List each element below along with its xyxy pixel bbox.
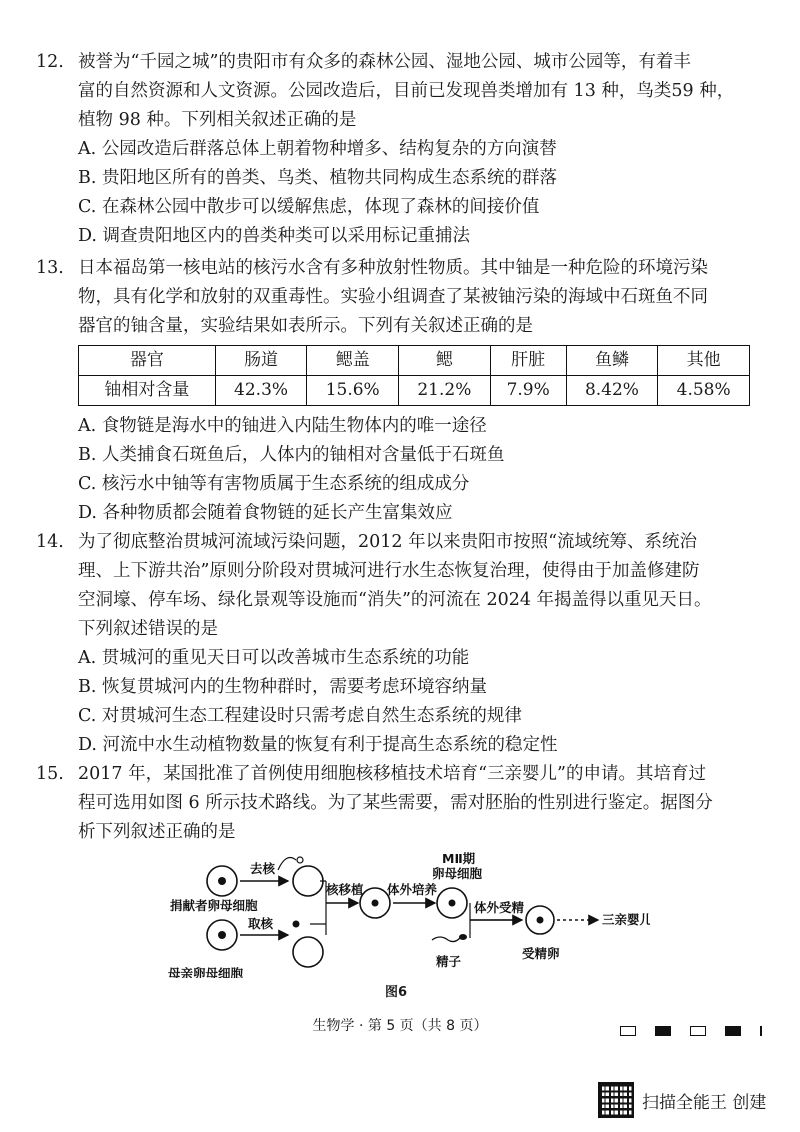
scanner-text: 扫描全能王 创建 <box>642 1092 767 1113</box>
option-b: B. 贵阳地区所有的兽类、鸟类、植物共同构成生态系统的群落 <box>78 168 557 188</box>
scanner-watermark <box>598 1082 766 1118</box>
option-c: C. 核污水中铀等有害物质属于生态系统的组成成分 <box>78 474 470 494</box>
option-c: C. 在森林公园中散步可以缓解焦虑，体现了森林的间接价值 <box>78 197 540 217</box>
enucleated-egg <box>293 866 323 896</box>
mother-cytoplasm <box>293 937 323 967</box>
option-a: A. 食物链是海水中的铀进入内陆生物体内的唯一途径 <box>78 416 487 436</box>
mother-egg-cell <box>207 920 237 950</box>
table-cell: 鳃 <box>399 346 491 376</box>
question-stem-line: 器官的铀含量，实验结果如表所示。下列有关叙述正确的是 <box>78 316 533 336</box>
take-nucleus-label: 取核 <box>248 916 274 931</box>
nuclear-transfer-label: 核移植 <box>326 882 364 897</box>
question-stem-line: 被誉为“千园之城”的贵阳市有众多的森林公园、湿地公园、城市公园等，有着丰 <box>78 52 691 72</box>
table-cell: 4.58% <box>658 376 750 406</box>
taken-nucleus <box>293 921 300 928</box>
question-stem-line: 日本福岛第一核电站的核污水含有多种放射性物质。其中铀是一种危险的环境污染 <box>78 258 708 278</box>
option-a: A. 贯城河的重见天日可以改善城市生态系统的功能 <box>78 648 470 668</box>
option-c: C. 对贯城河生态工程建设时只需考虑自然生态系统的规律 <box>78 706 522 726</box>
scan-marks <box>620 1020 762 1039</box>
page-footer: 生物学 · 第 5 页（共 8 页） <box>312 1018 488 1034</box>
question-stem-line: 理、上下游共治”原则分阶段对贯城河进行水生态恢复治理，使得由于加盖修建防 <box>78 561 700 581</box>
question-number: 14. <box>36 532 64 552</box>
option-b: B. 人类捕食石斑鱼后，人体内的铀相对含量低于石斑鱼 <box>78 445 505 465</box>
mother-egg-label: 母亲卵母细胞 <box>168 966 244 978</box>
question-number: 12. <box>36 52 64 72</box>
table-cell: 7.9% <box>490 376 566 406</box>
question-stem-line: 下列叙述错误的是 <box>78 619 218 639</box>
question-stem-line: 植物 98 种。下列相关叙述正确的是 <box>78 110 357 130</box>
in-vitro-culture-label: 体外培养 <box>387 882 438 897</box>
table-cell: 21.2% <box>399 376 491 406</box>
table-cell: 42.3% <box>215 376 307 406</box>
mii-stage-label: MⅡ期 <box>442 851 476 866</box>
oocyte-label: 卵母细胞 <box>432 866 483 881</box>
reconstructed-egg <box>360 888 390 918</box>
donor-egg-cell <box>207 866 237 896</box>
option-d: D. 河流中水生动植物数量的恢复有利于提高生态系统的稳定性 <box>78 735 558 755</box>
mii-oocyte <box>437 888 467 918</box>
question-stem-line: 空洞壕、停车场、绿化景观等设施而“消失”的河流在 2024 年揭盖得以重见天日。 <box>78 590 712 610</box>
table-cell: 鱼鳞 <box>566 346 658 376</box>
solid-mark <box>655 1026 671 1036</box>
merge-bracket <box>310 881 326 935</box>
table-cell: 鳃盖 <box>307 346 399 376</box>
fertilization-label: 体外受精 <box>474 900 525 915</box>
sperm-label: 精子 <box>436 954 462 969</box>
table-cell: 肠道 <box>215 346 307 376</box>
question-number: 15. <box>36 764 64 784</box>
donor-egg-label: 捐献者卵母细胞 <box>170 898 258 913</box>
question-stem-line: 析下列叙述正确的是 <box>78 822 236 842</box>
hollow-mark <box>620 1026 636 1036</box>
option-d: D. 调查贵阳地区内的兽类种类可以采用标记重捕法 <box>78 226 471 246</box>
table-cell: 其他 <box>658 346 750 376</box>
question-stem-line: 为了彻底整治贯城河流域污染问题，2012 年以来贵阳市按照“流域统筹、系统治 <box>78 532 698 552</box>
question-12 <box>36 48 768 251</box>
question-stem-line: 富的自然资源和人文资源。公园改造后，目前已发现兽类增加有 13 种，鸟类59 种， <box>78 81 735 101</box>
uranium-table <box>78 345 750 406</box>
question-14 <box>36 528 768 760</box>
table-cell: 15.6% <box>307 376 399 406</box>
question-13 <box>36 254 768 528</box>
figure-caption: 图6 <box>385 985 408 1000</box>
qr-code-icon <box>598 1082 634 1118</box>
option-a: A. 公园改造后群落总体上朝着物种增多、结构复杂的方向演替 <box>78 139 557 159</box>
sperm-head <box>459 934 467 940</box>
question-stem-line: 程可选用如图 6 所示技术路线。为了某些需要，需对胚胎的性别进行鉴定。据图分 <box>78 793 713 813</box>
zygote-cell <box>526 906 554 934</box>
table-cell: 铀相对含量 <box>79 376 216 406</box>
table-row <box>79 376 750 406</box>
figure-6-diagram <box>150 848 650 998</box>
hollow-mark <box>690 1026 706 1036</box>
table-header-row <box>79 346 750 376</box>
sperm-tail <box>432 937 460 942</box>
question-stem-line: 2017 年，某国批准了首例使用细胞核移植技术培育“三亲婴儿”的申请。其培育过 <box>78 764 706 784</box>
diagram-svg <box>150 848 650 978</box>
option-d: D. 各种物质都会随着食物链的延长产生富集效应 <box>78 503 453 523</box>
question-stem-line: 物，具有化学和放射的双重毒性。实验小组调查了某被铀污染的海域中石斑鱼不同 <box>78 287 708 307</box>
zygote-label: 受精卵 <box>522 946 560 961</box>
remove-nucleus-label: 去核 <box>250 861 276 876</box>
baby-label: 三亲婴儿 <box>602 912 650 927</box>
option-b: B. 恢复贯城河内的生物种群时，需要考虑环境容纳量 <box>78 677 487 697</box>
table-cell: 8.42% <box>566 376 658 406</box>
question-15 <box>36 760 768 847</box>
question-number: 13. <box>36 258 64 278</box>
table-cell: 器官 <box>79 346 216 376</box>
bar-mark <box>760 1026 762 1036</box>
solid-mark <box>725 1026 741 1036</box>
table-cell: 肝脏 <box>490 346 566 376</box>
removed-nucleus <box>297 857 303 863</box>
removed-nucleus-pipette <box>278 858 296 870</box>
